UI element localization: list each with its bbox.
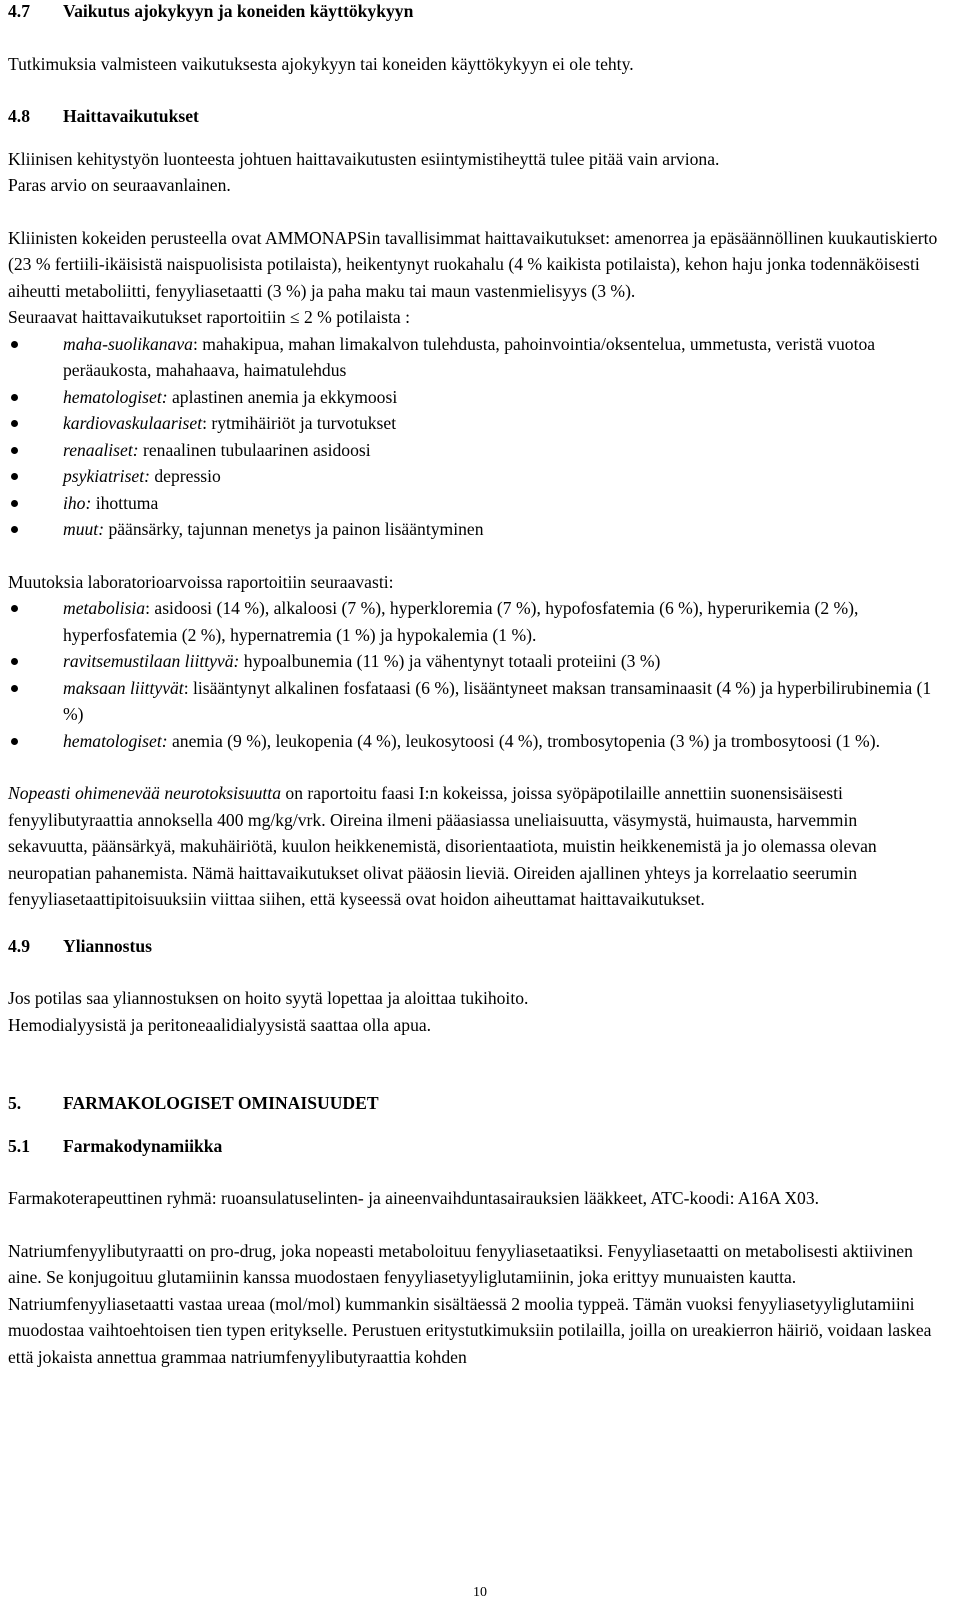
paragraph-term: Nopeasti ohimenevää neurotoksisuutta (8, 783, 281, 803)
list-item (8, 490, 938, 517)
list-item-term: iho: (63, 492, 92, 513)
paragraph: Natriumfenyylibutyraatti on pro-drug, joka nopeasti metaboloituu fenyyliasetaatiksi. Fenyyliasetaatti on metabolisesti aktiivinen aine. Se konjugoituu glutamiinin kanssa muodostaen fenyyliasetyyliglutamiinin, joka erittyy munuaisten kautta. Natriumfenyyliasetaatti vastaa ureaa (mol/mol) kummankin sisältäessä 2 moolia typpeä. Tämän vuoksi fenyyliasetyyliglutamiini muodostaa vaihtoehtoisen tien typen eritykselle. Perustuen eritystutkimuksiin potilailla, joilla on ureakierron häiriö, voidaan laskea että jokaista annettua grammaa natriumfenyylibutyraattia kohden (8, 1240, 932, 1367)
list-item (8, 595, 938, 648)
section-heading-4-7 (8, 0, 938, 25)
section-number: 4.8 (8, 106, 30, 126)
section-number: 4.9 (8, 935, 30, 956)
list-item (8, 437, 938, 464)
paragraph-text: on raportoitu faasi I:n kokeissa, joissa syöpäpotilaille annettiin suonensisäisesti fenyylibutyraattia annoksella 400 mg/kg/vrk. Oireina ilmeni pääasiassa uneliaisuutta, väsymystä, huimausta, harvemmin sekavuutta, päänsärkyä, makuhäiriötä, kuulon heikkenemistä, disorientaatiota, muistin heikkenemistä ja jo olemassa olevan neuropatian pahanemista. Nämä haittavaikutukset olivat pääosin lieviä. Oireiden ajallinen yhteys ja korrelaatio seerumin fenyyliasetaattipitoisuuksiin viittaa siihen, että kyseessä ovat hoidon aiheuttamat haittavaikutukset. (8, 783, 877, 909)
list-item-text: ihottuma (91, 492, 159, 513)
list-item (8, 384, 938, 411)
list-item-text: aplastinen anemia ja ekkymoosi (167, 386, 398, 407)
paragraph: Farmakoterapeuttinen ryhmä: ruoansulatuselinten- ja aineenvaihduntasairauksien lääkkeet, ATC-koodi: A16A X03. (8, 1188, 820, 1208)
list-item-text: renaalinen tubulaarinen asidoosi (138, 439, 371, 460)
section-heading-5-1 (8, 1133, 938, 1160)
list-item (8, 648, 938, 675)
list-item-text: päänsärky, tajunnan menetys ja painon lisääntyminen (104, 519, 484, 539)
section-title: FARMAKOLOGISET OMINAISUUDET (63, 1093, 379, 1113)
list-item-text: depressio (149, 466, 221, 486)
list-item (8, 516, 938, 543)
lab-changes-list (8, 595, 938, 754)
section-title: Yliannostus (63, 935, 152, 956)
list-item-term: renaaliset: (63, 439, 139, 460)
list-item-term: kardiovaskulaariset (63, 413, 203, 433)
list-item-term: maha-suolikanava (63, 333, 193, 354)
list-item (8, 410, 938, 437)
section-number: 5.1 (8, 1135, 30, 1156)
list-item-term: muut: (63, 519, 105, 539)
paragraph: Tutkimuksia valmisteen vaikutuksesta ajokykyyn tai koneiden käyttökykyyn ei ole tehty. (8, 53, 634, 74)
list-item-term: maksaan liittyvät (63, 677, 184, 698)
document-page (8, 0, 938, 1370)
paragraph: Jos potilas saa yliannostuksen on hoito syytä lopettaa ja aloittaa tukihoito. (8, 988, 529, 1008)
paragraph: Kliinisten kokeiden perusteella ovat AMMONAPSin tavallisimmat haittavaikutukset: amenorrea ja epäsäännöllinen kuukautiskierto (23 % fertiili-ikäisistä naispuolisista potilaista), heikentynyt ruokahalu (4 % kaikista potilaista), kehon haju jonka todennäköisesti aiheutti metaboliitti, fenyyliasetaatti (3 %) ja paha maku tai maun vastenmielisyys (3 %). (8, 227, 938, 301)
list-item-text: : mahakipua, mahan limakalvon tulehdusta, pahoinvointia/oksentelua, ummetusta, veristä vuotoa peräaukosta, mahahaava, haimatulehdus (63, 333, 876, 380)
list-item-text: : lisääntynyt alkalinen fosfataasi (6 %), lisääntyneet maksan transaminaasit (4 %) ja hyperbilirubinemia (1 %) (63, 677, 932, 724)
section-title: Haittavaikutukset (63, 106, 199, 126)
list-item-text: hypoalbunemia (11 %) ja vähentynyt totaali proteiini (3 %) (239, 651, 661, 671)
list-item (8, 463, 938, 490)
list-item-term: hematologiset: (63, 730, 168, 751)
list-item-text: : rytmihäiriöt ja turvotukset (202, 413, 397, 433)
section-heading-4-9 (8, 933, 938, 960)
section-title: Farmakodynamiikka (63, 1135, 223, 1156)
paragraph (8, 780, 938, 913)
list-item-text: : asidoosi (14 %), alkaloosi (7 %), hyperkloremia (7 %), hypofosfatemia (6 %), hyperurikemia (2 %), hyperfosfatemia (2 %), hypernatremia (1 %) ja hypokalemia (1 %). (63, 598, 859, 645)
list-item (8, 331, 938, 384)
list-item-term: metabolisia (63, 598, 146, 618)
list-item (8, 675, 938, 728)
page-number: 10 (473, 1585, 487, 1600)
list-intro: Muutoksia laboratorioarvoissa raportoitiin seuraavasti: (8, 571, 394, 592)
section-heading-5 (8, 1090, 938, 1117)
paragraph: Kliinisen kehitystyön luonteesta johtuen haittavaikutusten esiintymistiheyttä tulee pitää vain arviona. Paras arvio on seuraavanlainen. (8, 148, 720, 195)
section-heading-4-8 (8, 103, 938, 130)
list-item-text: anemia (9 %), leukopenia (4 %), leukosytoosi (4 %), trombosytopenia (3 %) ja trombosytoosi (1 %). (167, 730, 880, 751)
list-item-term: psykiatriset: (63, 466, 150, 486)
section-number: 5. (8, 1093, 22, 1113)
list-intro: Seuraavat haittavaikutukset raportoitiin ≤ 2 % potilaista : (8, 307, 410, 327)
section-title: Vaikutus ajokykyyn ja koneiden käyttökykyyn (63, 1, 414, 21)
paragraph: Hemodialyysistä ja peritoneaalidialyysistä saattaa olla apua. (8, 1014, 432, 1035)
section-number: 4.7 (8, 1, 30, 21)
list-item (8, 728, 938, 755)
list-item-term: hematologiset: (63, 386, 168, 407)
list-item-term: ravitsemustilaan liittyvä: (63, 651, 240, 671)
adverse-effects-list (8, 331, 938, 543)
